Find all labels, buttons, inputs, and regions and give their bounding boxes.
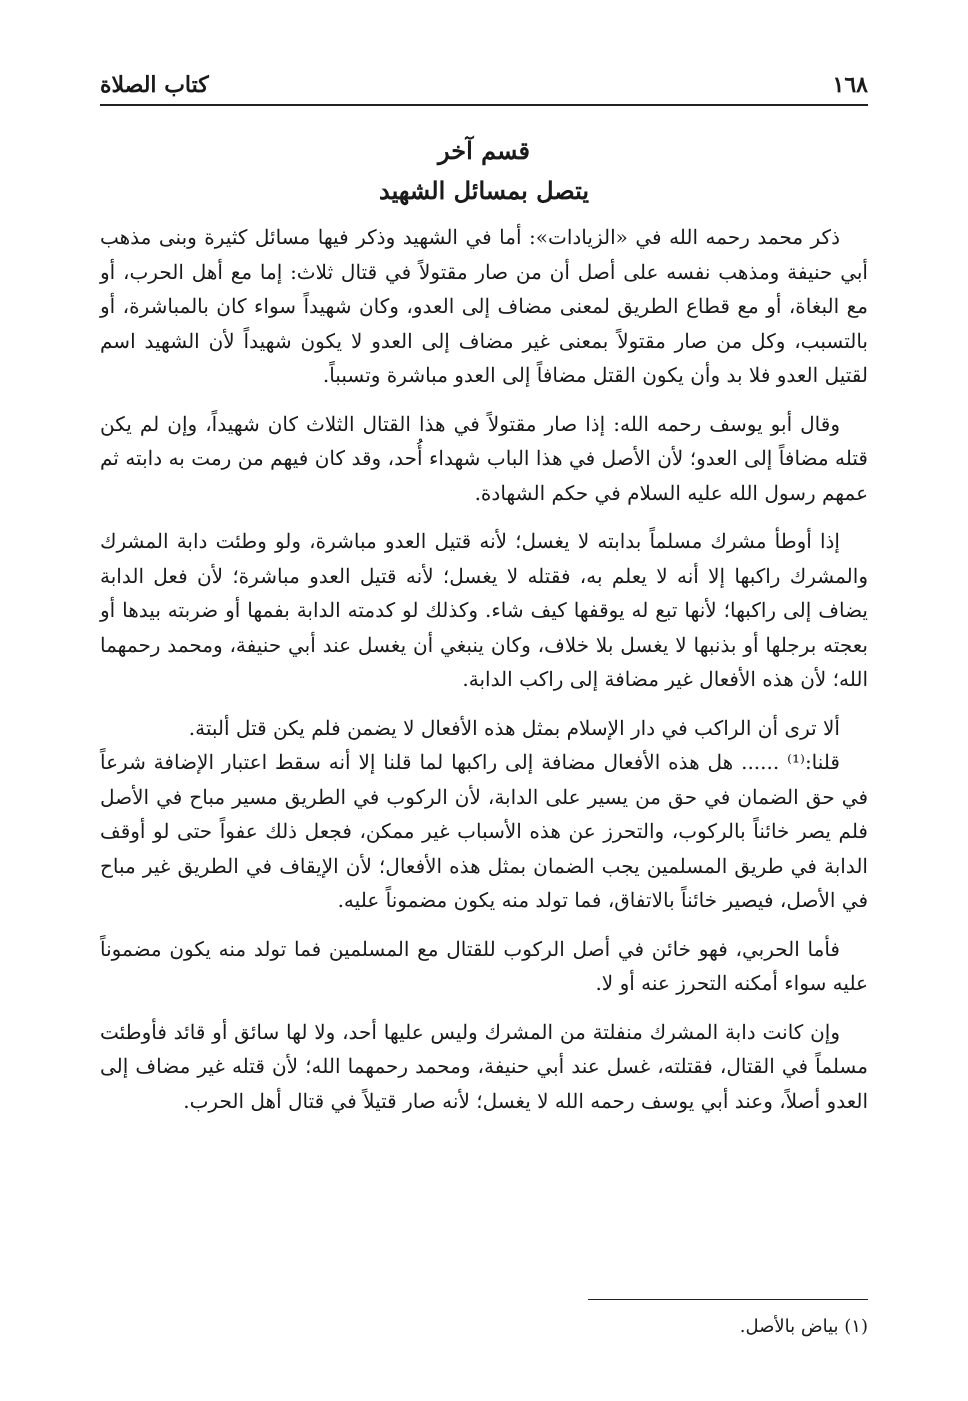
footnote-divider: [588, 1299, 868, 1300]
body-text: [100, 220, 868, 1132]
paragraph-3: إذا أوطأ مشرك مسلماً بدابته لا يغسل؛ لأنه قتيل العدو مباشرة، ولو وطئت دابة المشرك والمشرك راكبها إلا أنه لا يعلم به، فقتله لا يغسل؛ لأنه قتيل العدو مباشرة؛ لأن فعل الدابة يضاف إلى راكبها؛ لأنها تبع له يوقفها كيف شاء. وكذلك لو كدمته الدابة بفمها أو ضربته بيدها أو بعجته برجلها أو بذنبها لا يغسل بلا خلاف، وكان ينبغي أن يغسل عند أبي حنيفة، ومحمد رحمهما الله؛ لأن هذه الأفعال غير مضافة إلى راكب الدابة.: [100, 529, 868, 691]
page-header: [100, 66, 868, 106]
running-title: كتاب الصلاة: [100, 72, 209, 98]
footnote: (١) بياض بالأصل.: [739, 1316, 868, 1337]
paragraph-7: وإن كانت دابة المشرك منفلتة من المشرك وليس عليها أحد، ولا لها سائق أو قائد فأوطئت مسلماً في القتال، فقتلته، غسل عند أبي حنيفة، ومحمد رحمهما الله؛ لأن قتله غير مضاف إلى العدو أصلاً، وعند أبي يوسف رحمه الله لا يغسل؛ لأنه صار قتيلاً في قتال أهل الحرب.: [100, 1019, 868, 1113]
header-divider: [100, 104, 868, 106]
paragraph-1: ذكر محمد رحمه الله في «الزيادات»: أما في الشهيد وذكر فيها مسائل كثيرة وبنى مذهب أبي حنيفة ومذهب نفسه على أصل أن من صار مقتولاً في قتال ثلاث: إما مع أهل الحرب، أو مع البغاة، أو مع قطاع الطريق لمعنى مضاف إلى العدو، وكان شهيداً سواء كان بالمباشرة، أو بالتسبب، وكل من صار مقتولاً بمعنى غير مضاف إلى العدو لا يكون شهيداً لأن الشهيد اسم لقتيل العدو فلا بد وأن يكون القتل مضافاً إلى العدو مباشرة وتسبباً.: [100, 225, 869, 387]
paragraph-6: فأما الحربي، فهو خائن في أصل الركوب للقتال مع المسلمين فما تولد منه يكون مضموناً عليه سواء أمكنه التحرز عنه أو لا.: [100, 936, 868, 995]
paragraph-2: وقال أبو يوسف رحمه الله: إذا صار مقتولاً في هذا القتال الثلاث كان شهيداً، وإن لم يكن قتله مضافاً إلى العدو؛ لأن الأصل في هذا الباب شهداء أُحد، وقد كان فيهم من رمت به دابته ثم عمهم رسول الله عليه السلام في حكم الشهادة.: [100, 411, 868, 505]
page-number: ١٦٨: [832, 72, 868, 98]
section-subheading: يتصل بمسائل الشهيد: [378, 176, 590, 205]
paragraph-5: قلنا:⁽¹⁾ ...... هل هذه الأفعال مضافة إلى راكبها لما قلنا إلا أنه سقط اعتبار الإضافة شرعاً في حق الضمان في حق من يسير على الدابة، لأن الركوب في الطريق مسير مباح في الأصل فلم يصر خائناً بالركوب، والتحرز عن هذه الأسباب غير ممكن، فجعل ذلك عفواً حتى لو أوقف الدابة في طريق المسلمين يجب الضمان بمثل هذه الأفعال؛ لأن الإيقاف في الطريق غير مباح في الأصل، فيصير خائناً بالاتفاق، فما تولد منه يكون مضموناً عليه.: [100, 750, 868, 912]
paragraph-4: ألا ترى أن الراكب في دار الإسلام بمثل هذه الأفعال لا يضمن فلم يكن قتل ألبتة.: [188, 715, 840, 740]
section-heading: قسم آخر: [438, 136, 530, 165]
